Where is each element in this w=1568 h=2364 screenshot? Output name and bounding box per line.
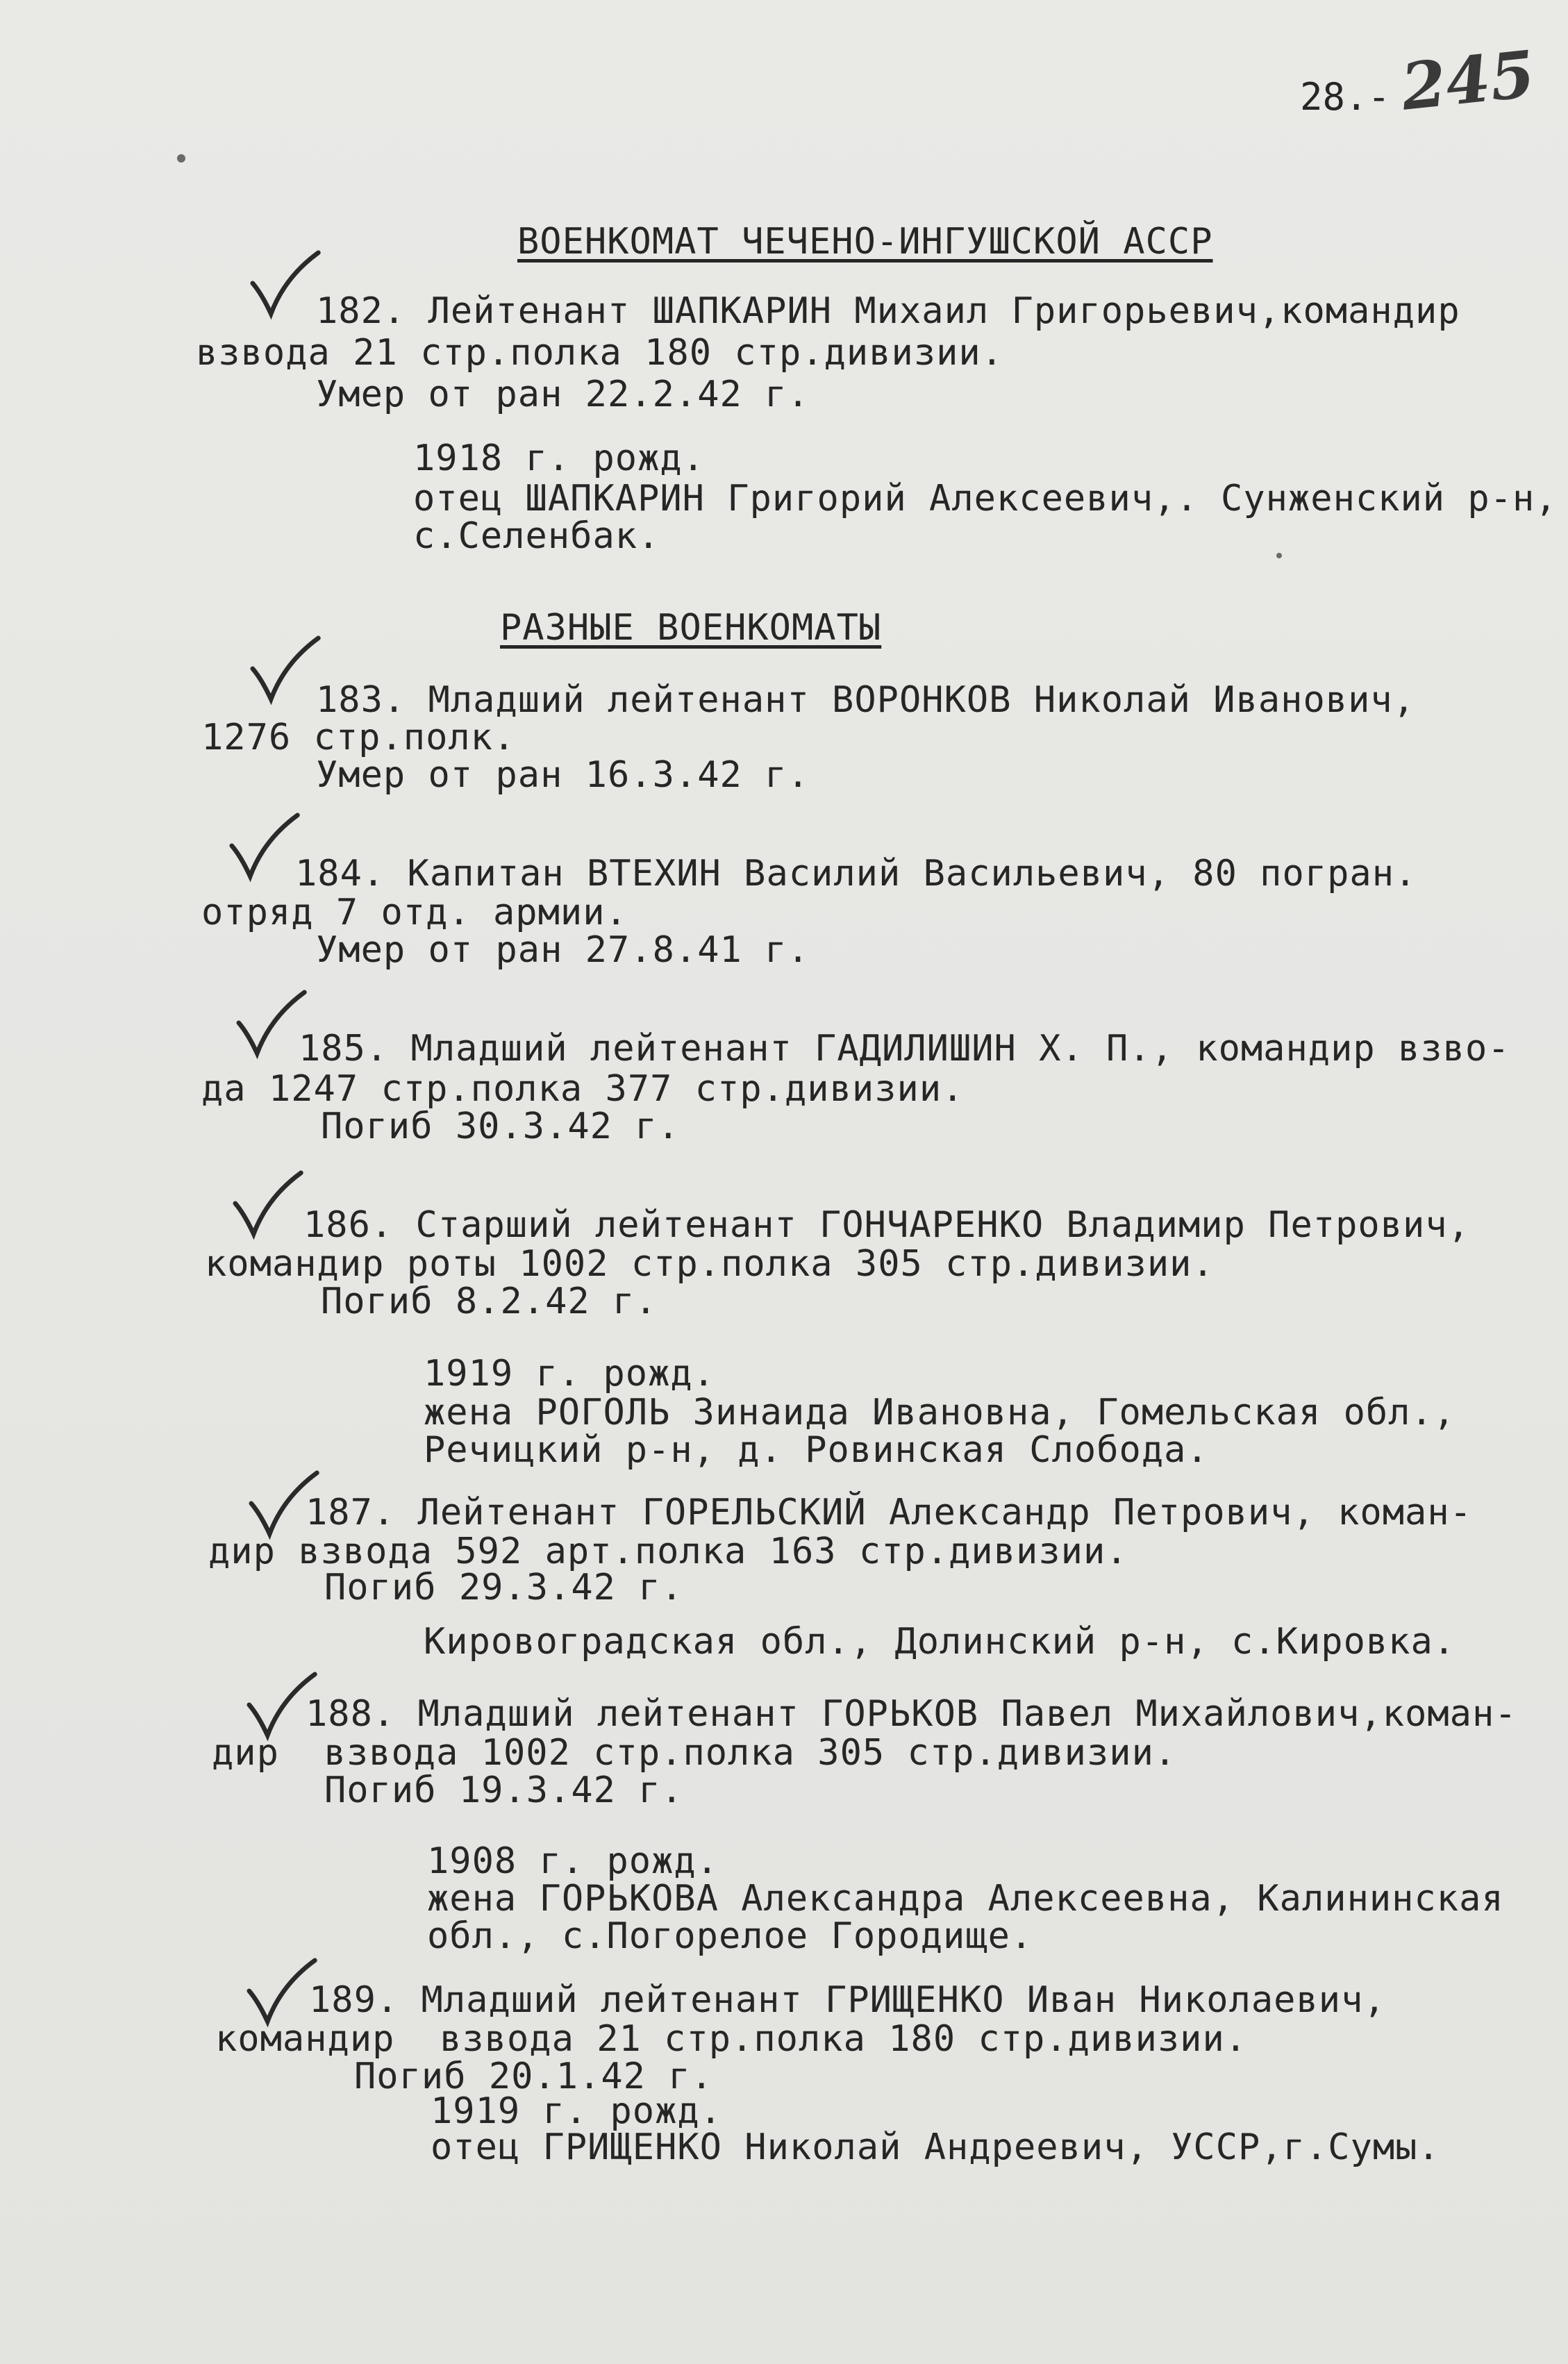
entry-line: Погиб 29.3.42 г. [324, 1567, 683, 1608]
entry-line: Погиб 19.3.42 г. [324, 1770, 683, 1811]
entry-line: Погиб 30.3.42 г. [321, 1106, 680, 1147]
checkmark-icon [243, 632, 326, 708]
ink-speck [177, 154, 185, 163]
entry-line: обл., с.Погорелое Городище. [427, 1915, 1033, 1957]
entry-line: 185. Младший лейтенант ГАДИЛИШИН Х. П., командир взво- [299, 1028, 1510, 1069]
checkmark-icon [243, 247, 326, 323]
entry-line: командир взвода 21 стр.полка 180 стр.дивизии. [215, 2018, 1248, 2060]
entry-line: 184. Капитан ВТЕХИН Василий Васильевич, 80 погран. [295, 853, 1417, 894]
ink-speck [1276, 553, 1282, 558]
entry-line: командир роты 1002 стр.полка 305 стр.дивизии. [205, 1243, 1215, 1285]
entry-line: да 1247 стр.полка 377 стр.дивизии. [201, 1068, 965, 1110]
entry-line: 183. Младший лейтенант ВОРОНКОВ Николай Иванович, [316, 679, 1416, 721]
entry-line: отец ШАПКАРИН Григорий Алексеевич,. Сунженский р-н, [413, 478, 1558, 519]
section-heading: РАЗНЫЕ ВОЕНКОМАТЫ [500, 607, 882, 649]
entry-line: жена ГОРЬКОВА Александра Алексеевна, Калининская [427, 1878, 1504, 1920]
section-heading: ВОЕНКОМАТ ЧЕЧЕНО-ИНГУШСКОЙ АССР [517, 221, 1213, 263]
entry-line: 182. Лейтенант ШАПКАРИН Михаил Григорьевич,командир [316, 290, 1460, 332]
entry-line: 189. Младший лейтенант ГРИЩЕНКО Иван Николаевич, [309, 1979, 1386, 2021]
entry-line: взвода 21 стр.полка 180 стр.дивизии. [196, 332, 1004, 374]
entry-line: с.Селенбак. [413, 515, 660, 557]
entry-line: 1919 г. рожд. [431, 2090, 722, 2132]
entry-line: Погиб 8.2.42 г. [321, 1281, 658, 1322]
entry-line: 188. Младший лейтенант ГОРЬКОВ Павел Михайлович,коман- [306, 1693, 1517, 1735]
entry-line: Умер от ран 22.2.42 г. [316, 374, 810, 415]
entry-line: Умер от ран 16.3.42 г. [316, 754, 810, 796]
entry-line: дир взвода 592 арт.полка 163 стр.дивизии. [208, 1531, 1128, 1572]
entry-line: Речицкий р-н, д. Ровинская Слобода. [424, 1429, 1209, 1471]
entry-line: 186. Старший лейтенант ГОНЧАРЕНКО Владимир Петрович, [303, 1204, 1470, 1246]
entry-line: 1918 г. рожд. [413, 438, 705, 479]
entry-line: 1276 стр.полк. [201, 717, 516, 758]
entry-line: отряд 7 отд. армии. [201, 892, 628, 933]
entry-line: 1919 г. рожд. [424, 1353, 715, 1395]
entry-line: Погиб 20.1.42 г. [354, 2056, 713, 2097]
checkmark-icon [226, 1167, 309, 1243]
entry-line: Кировоградская обл., Долинский р-н, с.Кировка. [424, 1621, 1456, 1663]
page-number: 28.- [1300, 75, 1391, 119]
entry-line: дир взвода 1002 стр.полка 305 стр.дивизии. [212, 1732, 1177, 1774]
archive-number: 245 [1397, 36, 1539, 125]
entry-line: отец ГРИЩЕНКО Николай Андреевич, УССР,г.Сумы. [431, 2126, 1440, 2168]
checkmark-icon [222, 809, 306, 885]
entry-line: 1908 г. рожд. [427, 1840, 719, 1882]
entry-line: 187. Лейтенант ГОРЕЛЬСКИЙ Александр Петрович, коман- [306, 1492, 1472, 1533]
entry-line: Умер от ран 27.8.41 г. [316, 929, 810, 971]
entry-line: жена РОГОЛЬ Зинаида Ивановна, Гомельская обл., [424, 1392, 1456, 1433]
